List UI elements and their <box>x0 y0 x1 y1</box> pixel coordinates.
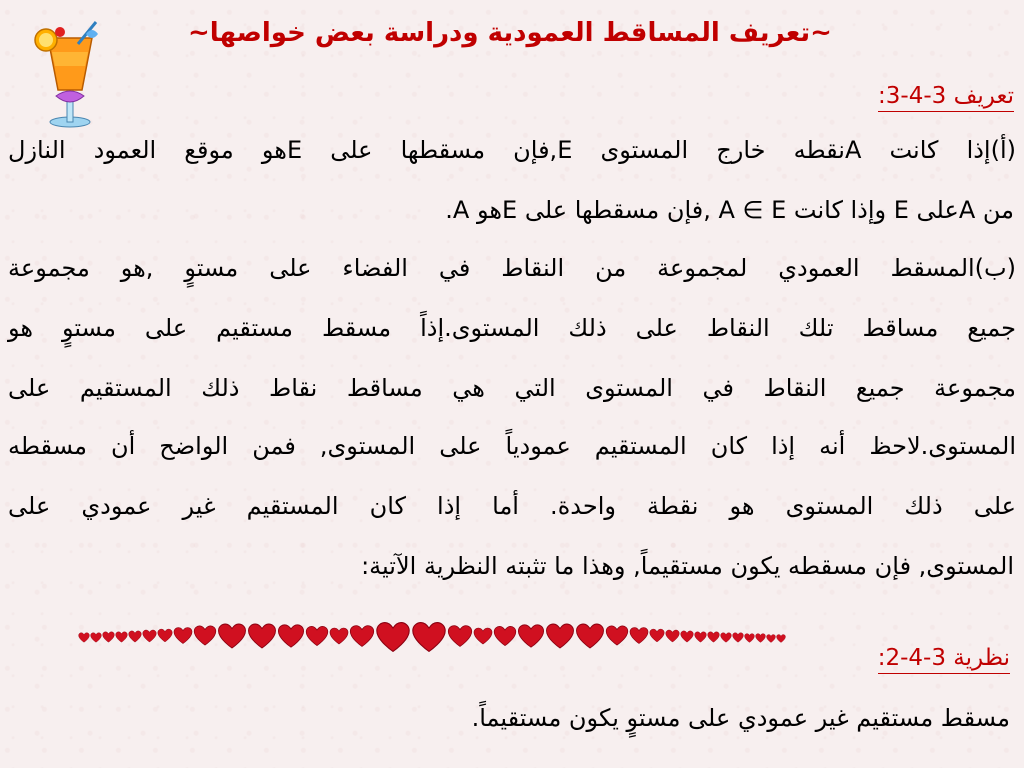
definition-line: المستوى.لاحظ أنه إذا كان المستقيم عمودياً على المستوى, فمن الواضح أن مسقطه <box>8 432 1016 460</box>
theorem-text: مسقط مستقيم غير عمودي على مستوٍ يكون مستقيماً. <box>471 704 1010 732</box>
definition-line: جميع مساقط تلك النقاط على ذلك المستوى.إذاً مسقط مستقيم على مستوٍ هو <box>8 314 1016 342</box>
cocktail-glass-icon <box>30 18 110 128</box>
theorem-label: نظرية 3-4-2: <box>878 644 1010 674</box>
definition-line: مجموعة جميع النقاط في المستوى التي هي مساقط نقاط ذلك المستقيم على <box>8 374 1016 402</box>
definition-line: على ذلك المستوى هو نقطة واحدة. أما إذا كان المستقيم غير عمودي على <box>8 492 1016 520</box>
page-title: ~تعريف المساقط العمودية ودراسة بعض خواصها~ <box>188 18 832 48</box>
hearts-divider-icon <box>78 620 798 656</box>
definition-line: (أ)إذا كانت Aنقطه خارج المستوى E,فإن مسقطها على Eهو موقع العمود النازل <box>8 136 1016 164</box>
definition-line: المستوى, فإن مسقطه يكون مستقيماً, وهذا ما تثبته النظرية الآتية: <box>361 552 1014 580</box>
definition-label: تعريف 3-4-3: <box>878 82 1014 112</box>
definition-line: من Aعلى E وإذا كانت A ∈ E ,فإن مسقطها على Eهو A. <box>445 196 1014 224</box>
definition-line: (ب)المسقط العمودي لمجموعة من النقاط في الفضاء على مستوٍ ,هو مجموعة <box>8 254 1016 282</box>
